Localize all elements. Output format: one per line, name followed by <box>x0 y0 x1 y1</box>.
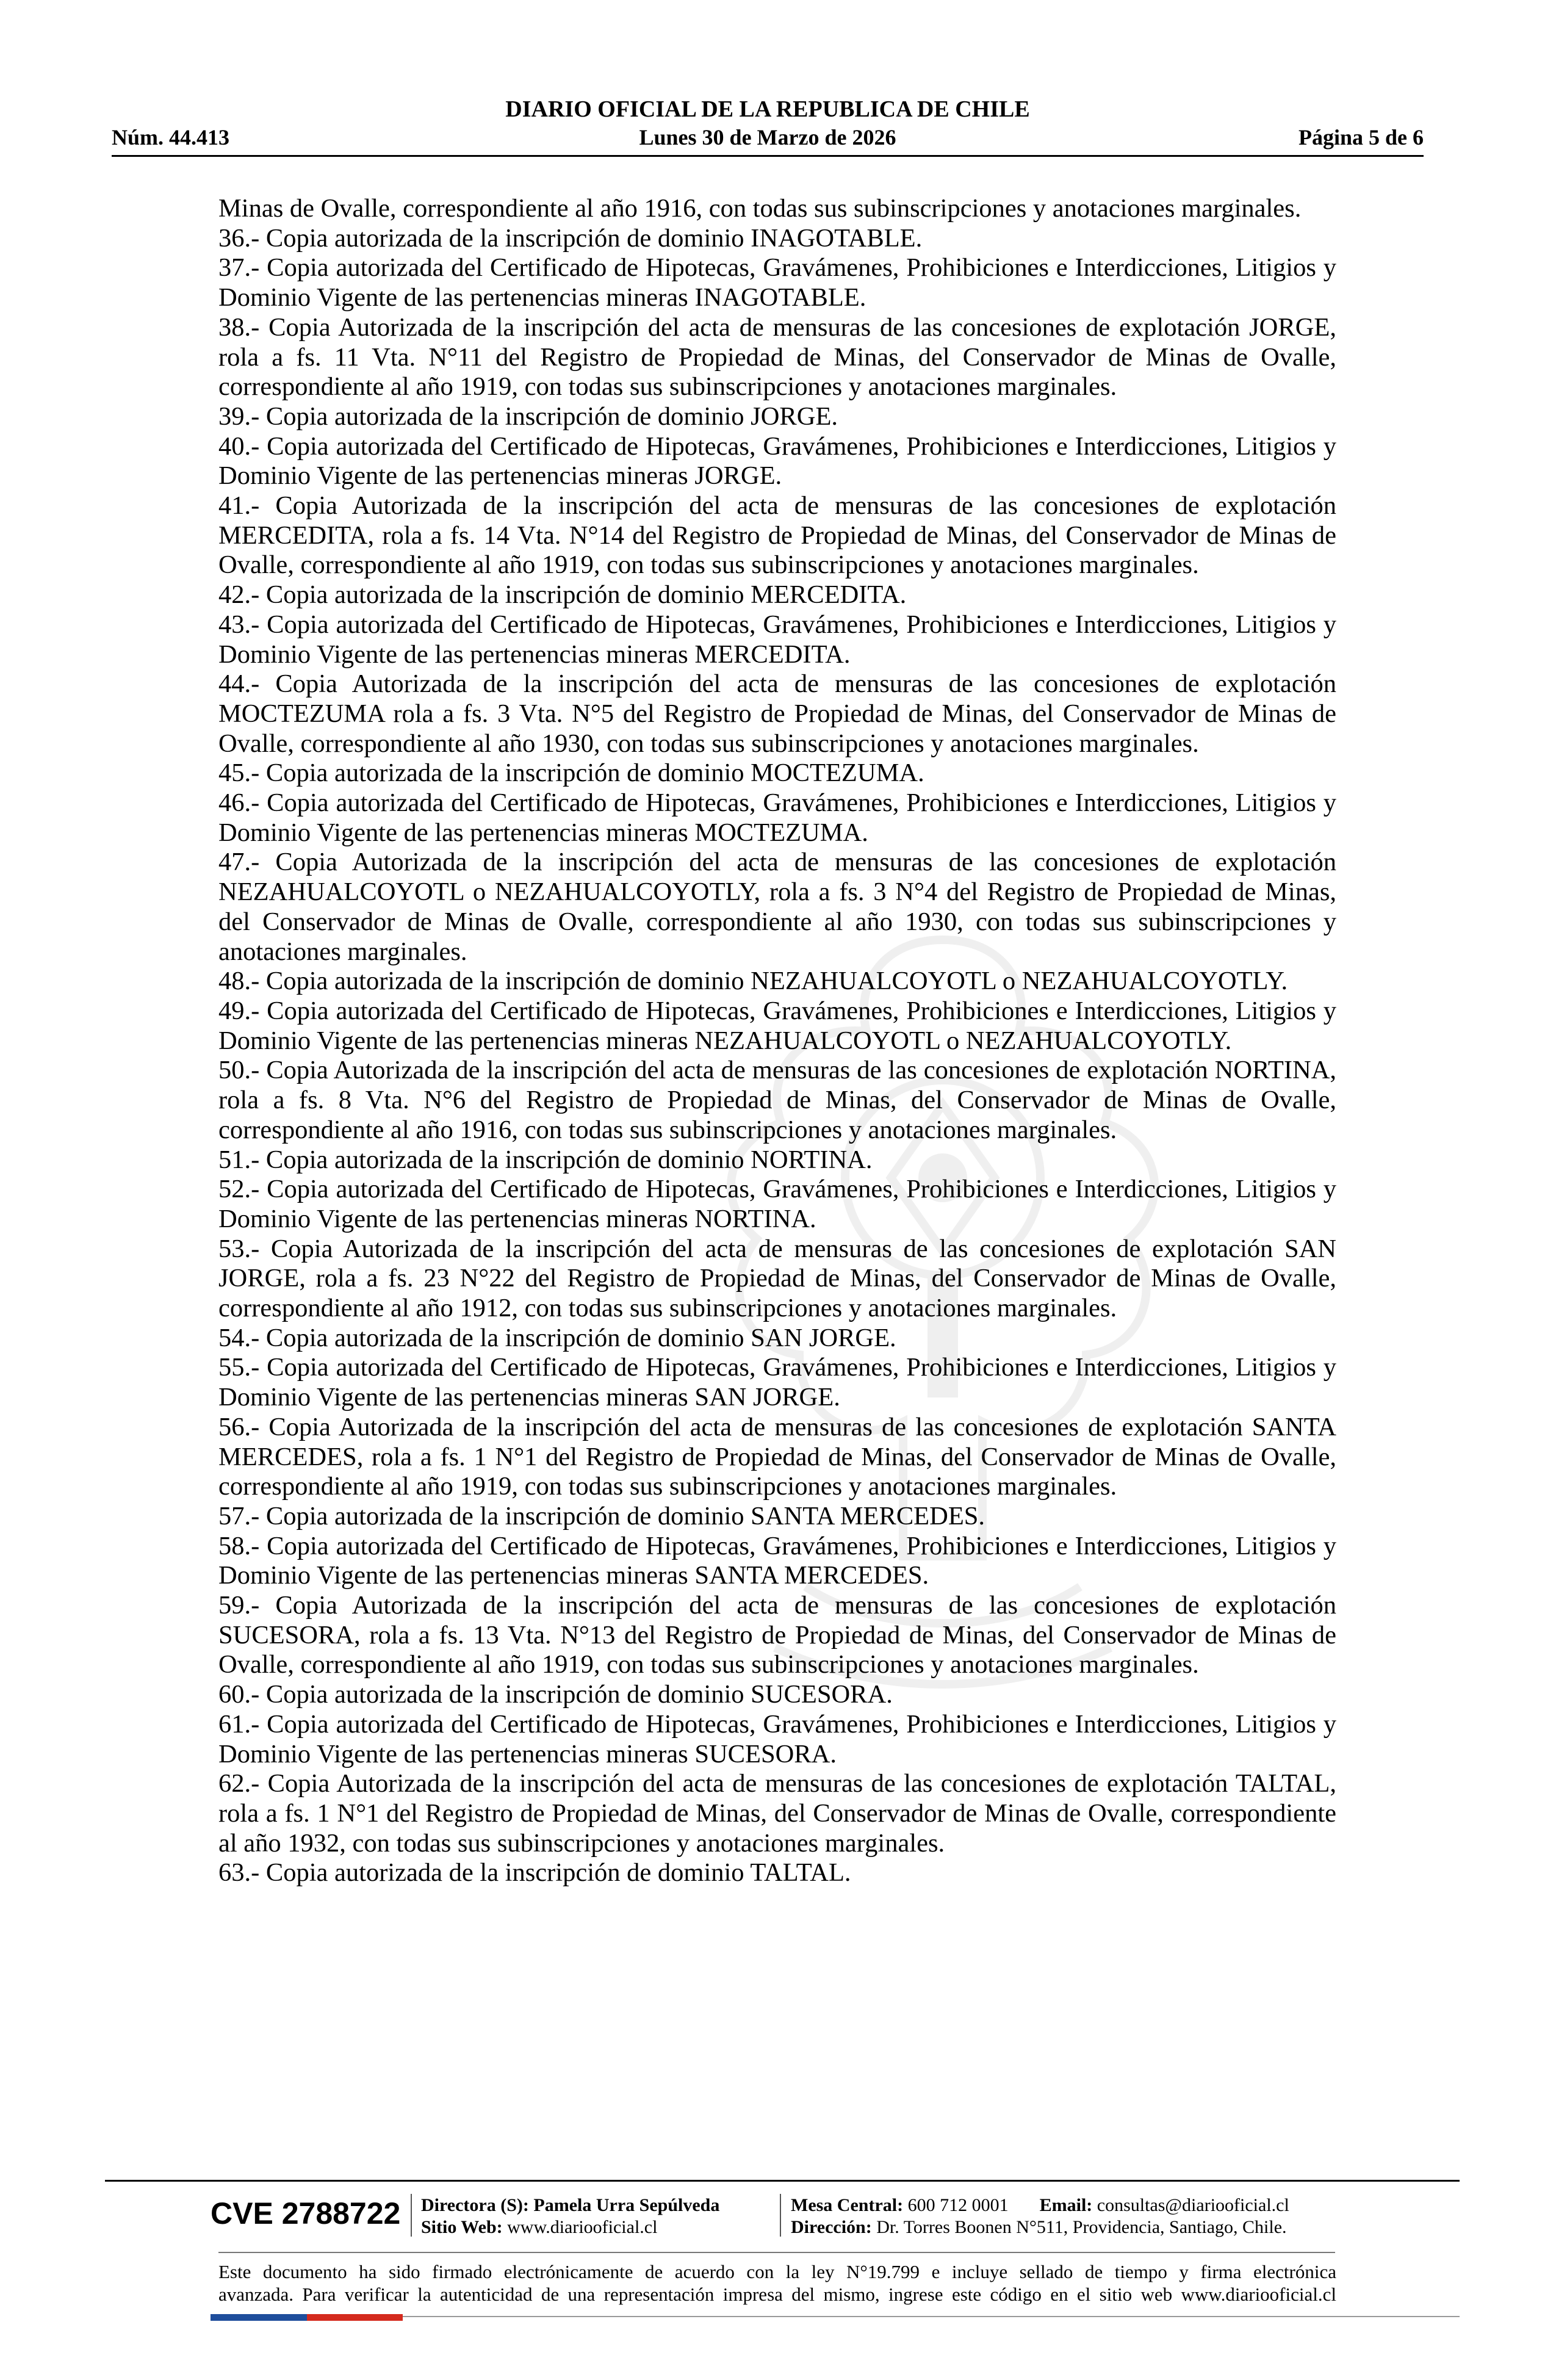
footer-director-line <box>421 2194 719 2216</box>
paragraph: 50.- Copia Autorizada de la inscripción del acta de mensuras de las concesiones de explotación NORTINA, rola a fs. 8 Vta. N°6 del Registro de Propiedad de Minas, del Conservador de Minas de Ovalle, correspondiente al año 1916, con todas sus subinscripciones y anotaciones marginales. <box>218 1056 1336 1144</box>
flag-stripe-red <box>307 2314 403 2321</box>
paragraph: 53.- Copia Autorizada de la inscripción del acta de mensuras de las concesiones de explotación SAN JORGE, rola a fs. 23 N°22 del Registro de Propiedad de Minas, del Conservador de Minas de Ovalle, correspondiente al año 1912, con todas sus subinscripciones y anotaciones marginales. <box>218 1234 1336 1323</box>
site-label: Sitio Web: <box>421 2217 503 2237</box>
paragraph: 58.- Copia autorizada del Certificado de Hipotecas, Gravámenes, Prohibiciones e Interdicciones, Litigios y Dominio Vigente de las pertenencias mineras SANTA MERCEDES. <box>218 1531 1336 1590</box>
paragraph: 57.- Copia autorizada de la inscripción de dominio SANTA MERCEDES. <box>218 1501 985 1531</box>
newspaper-title: DIARIO OFICIAL DE LA REPUBLICA DE CHILE <box>505 96 1030 122</box>
director-label: Directora (S): <box>421 2195 529 2215</box>
issue-date: Lunes 30 de Marzo de 2026 <box>639 125 896 150</box>
phone-label: Mesa Central: <box>791 2195 904 2215</box>
paragraph: 36.- Copia autorizada de la inscripción de dominio INAGOTABLE. <box>218 223 923 253</box>
address-value: Dr. Torres Boonen N°511, Providencia, Santiago, Chile. <box>876 2217 1287 2237</box>
footer-middle-rule <box>218 2252 1335 2253</box>
paragraph: 60.- Copia autorizada de la inscripción de dominio SUCESORA. <box>218 1680 893 1709</box>
footer-site-line <box>421 2216 719 2238</box>
paragraph: 47.- Copia Autorizada de la inscripción del acta de mensuras de las concesiones de explotación NEZAHUALCOYOTL o NEZAHUALCOYOTLY, rola a fs. 3 N°4 del Registro de Propiedad de Minas, del Conservador de Minas de Ovalle, correspondiente al año 1930, con todas sus subinscripciones y anotaciones marginales. <box>218 848 1336 966</box>
flag-stripe-blue <box>211 2314 307 2321</box>
page-number: Página 5 de 6 <box>1298 125 1424 150</box>
phone-value: 600 712 0001 <box>907 2195 1009 2215</box>
header-rule <box>112 155 1424 157</box>
address-label: Dirección: <box>791 2217 872 2237</box>
paragraph: 54.- Copia autorizada de la inscripción de dominio SAN JORGE. <box>218 1323 896 1352</box>
paragraph: 46.- Copia autorizada del Certificado de Hipotecas, Gravámenes, Prohibiciones e Interdicciones, Litigios y Dominio Vigente de las pertenencias mineras MOCTEZUMA. <box>218 788 1336 847</box>
paragraph: 48.- Copia autorizada de la inscripción de dominio NEZAHUALCOYOTL o NEZAHUALCOYOTLY. <box>218 967 1288 996</box>
paragraph: 62.- Copia Autorizada de la inscripción del acta de mensuras de las concesiones de explotación TALTAL, rola a fs. 1 N°1 del Registro de Propiedad de Minas, del Conservador de Minas de Ovalle, correspondiente al año 1932, con todas sus subinscripciones y anotaciones marginales. <box>218 1769 1336 1858</box>
paragraph: 61.- Copia autorizada del Certificado de Hipotecas, Gravámenes, Prohibiciones e Interdicciones, Litigios y Dominio Vigente de las pertenencias mineras SUCESORA. <box>218 1709 1336 1769</box>
legal-line: Este documento ha sido firmado electrónicamente de acuerdo con la ley N°19.799 e incluye sellado de tiempo y firma electrónica <box>218 2261 1336 2282</box>
paragraph: 56.- Copia Autorizada de la inscripción del acta de mensuras de las concesiones de explotación SANTA MERCEDES, rola a fs. 1 N°1 del Registro de Propiedad de Minas, del Conservador de Minas de Ovalle, correspondiente al año 1919, con todas sus subinscripciones y anotaciones marginales. <box>218 1412 1336 1501</box>
legal-line: avanzada. Para verificar la autenticidad de una representación impresa del mismo, ingrese este código en el sitio web www.diariooficial.cl <box>218 2284 1336 2305</box>
director-name: Pamela Urra Sepúlveda <box>533 2195 720 2215</box>
footer-phone-line <box>791 2194 1289 2216</box>
paragraph: 52.- Copia autorizada del Certificado de Hipotecas, Gravámenes, Prohibiciones e Interdicciones, Litigios y Dominio Vigente de las pertenencias mineras NORTINA. <box>218 1175 1336 1233</box>
footer-separator <box>780 2194 781 2237</box>
legal-notice <box>218 2260 1336 2306</box>
paragraph: Minas de Ovalle, correspondiente al año 1916, con todas sus subinscripciones y anotaciones marginales. <box>218 194 1302 223</box>
footer-top-rule <box>105 2180 1460 2182</box>
footer-contact-block <box>791 2194 1289 2238</box>
footer-director-block <box>421 2194 719 2238</box>
site-link[interactable]: www.diariooficial.cl <box>507 2217 658 2237</box>
paragraph: 45.- Copia autorizada de la inscripción de dominio MOCTEZUMA. <box>218 759 924 788</box>
email-label: Email: <box>1039 2195 1093 2215</box>
paragraph: 51.- Copia autorizada de la inscripción de dominio NORTINA. <box>218 1145 873 1174</box>
paragraph: 59.- Copia Autorizada de la inscripción del acta de mensuras de las concesiones de explotación SUCESORA, rola a fs. 13 Vta. N°13 del Registro de Propiedad de Minas, del Conservador de Minas de Ovalle, correspondiente al año 1919, con todas sus subinscripciones y anotaciones marginales. <box>218 1591 1336 1679</box>
footer-address-line <box>791 2216 1289 2238</box>
document-body <box>218 194 1336 1888</box>
paragraph: 63.- Copia autorizada de la inscripción de dominio TALTAL. <box>218 1858 851 1888</box>
paragraph: 44.- Copia Autorizada de la inscripción del acta de mensuras de las concesiones de explotación MOCTEZUMA rola a fs. 3 Vta. N°5 del Registro de Propiedad de Minas, del Conservador de Minas de Ovalle, correspondiente al año 1930, con todas sus subinscripciones y anotaciones marginales. <box>218 669 1336 758</box>
paragraph: 49.- Copia autorizada del Certificado de Hipotecas, Gravámenes, Prohibiciones e Interdicciones, Litigios y Dominio Vigente de las pertenencias mineras NEZAHUALCOYOTL o NEZAHUALCOYOTLY. <box>218 996 1336 1055</box>
paragraph: 37.- Copia autorizada del Certificado de Hipotecas, Gravámenes, Prohibiciones e Interdicciones, Litigios y Dominio Vigente de las pertenencias mineras INAGOTABLE. <box>218 253 1336 312</box>
paragraph: 41.- Copia Autorizada de la inscripción del acta de mensuras de las concesiones de explotación MERCEDITA, rola a fs. 14 Vta. N°14 del Registro de Propiedad de Minas, del Conservador de Minas de Ovalle, correspondiente al año 1919, con todas sus subinscripciones y anotaciones marginales. <box>218 491 1336 580</box>
paragraph: 55.- Copia autorizada del Certificado de Hipotecas, Gravámenes, Prohibiciones e Interdicciones, Litigios y Dominio Vigente de las pertenencias mineras SAN JORGE. <box>218 1353 1336 1412</box>
paragraph: 40.- Copia autorizada del Certificado de Hipotecas, Gravámenes, Prohibiciones e Interdicciones, Litigios y Dominio Vigente de las pertenencias mineras JORGE. <box>218 431 1336 491</box>
paragraph: 38.- Copia Autorizada de la inscripción del acta de mensuras de las concesiones de explotación JORGE, rola a fs. 11 Vta. N°11 del Registro de Propiedad de Minas, del Conservador de Minas de Ovalle, correspondiente al año 1919, con todas sus subinscripciones y anotaciones marginales. <box>218 312 1336 402</box>
footer-separator <box>411 2194 412 2237</box>
page-header <box>112 95 1424 157</box>
paragraph: 42.- Copia autorizada de la inscripción de dominio MERCEDITA. <box>218 580 907 610</box>
header-row <box>112 123 1424 152</box>
paragraph: 43.- Copia autorizada del Certificado de Hipotecas, Gravámenes, Prohibiciones e Interdicciones, Litigios y Dominio Vigente de las pertenencias mineras MERCEDITA. <box>218 610 1336 669</box>
email-link[interactable]: consultas@diariooficial.cl <box>1097 2195 1289 2215</box>
footer-bottom-rule <box>403 2316 1460 2317</box>
paragraph: 39.- Copia autorizada de la inscripción de dominio JORGE. <box>218 402 838 431</box>
issue-number: Núm. 44.413 <box>112 125 230 150</box>
cve-code: CVE 2788722 <box>211 2196 401 2230</box>
